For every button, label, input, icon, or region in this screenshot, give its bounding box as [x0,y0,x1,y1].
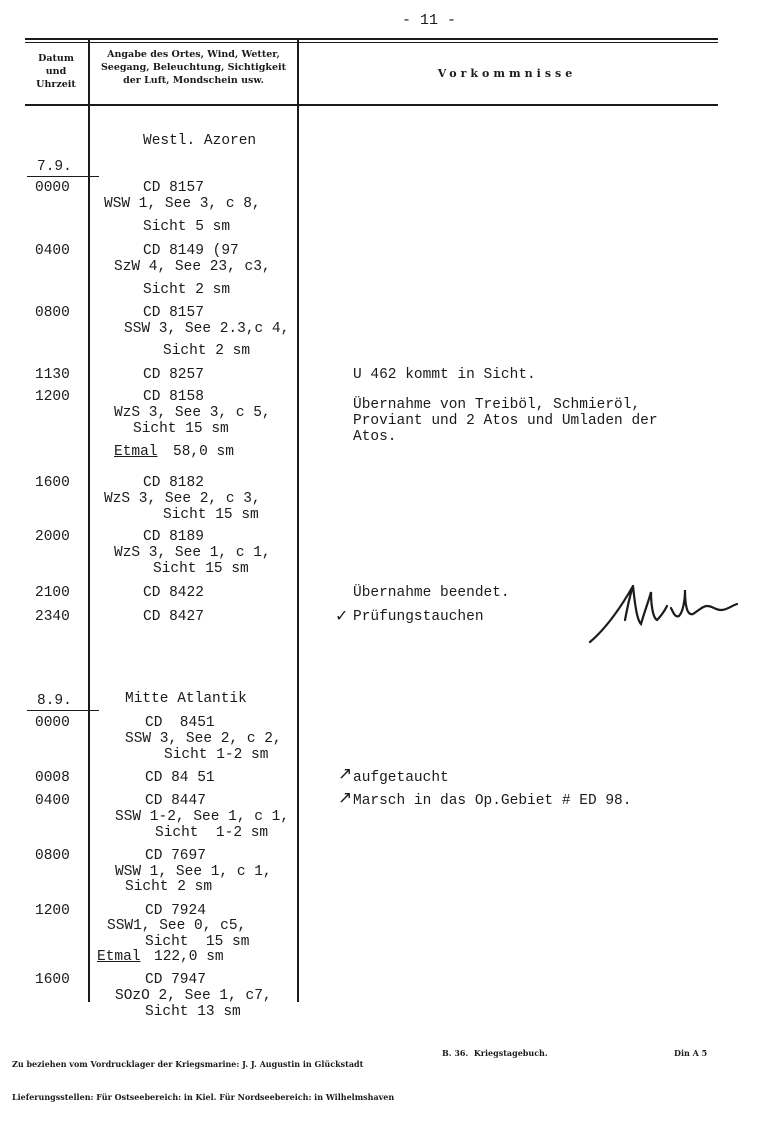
time-0008: 0008 [35,770,70,786]
event-text: Übernahme von Treiböl, Schmieröl, Proviant und 2 Atos und Umladen der Atos. [353,397,658,445]
location-label: Westl. Azoren [143,133,257,149]
time-1200: 1200 [35,389,70,405]
location-label: Mitte Atlantik [125,691,247,707]
weather: SSW1, See 0, c5, [107,918,247,934]
weather: SSW 1-2, See 1, c 1, [115,809,290,825]
position: CD 8182 [143,475,204,491]
weather: WSW 1, See 1, c 1, [115,864,272,880]
visibility: Sicht 5 sm [143,219,231,235]
weather: WSW 1, See 3, c 8, [104,196,261,212]
visibility: Sicht 15 sm [145,934,250,950]
visibility: Sicht 2 sm [125,879,213,895]
time-1130: 1130 [35,367,70,383]
etmal-label: Etmal [97,949,141,965]
header-col3-text: Vorkommnisse [437,67,577,80]
header-col2-text: Angabe des Ortes, Wind, Wetter, Seegang, Beleuchtung, Sichtigkeit der Luft, Mondschein usw. [100,49,287,86]
arrow-mark-icon: ↗ [338,788,353,808]
etmal-value: 122,0 sm [154,949,224,965]
position: CD 7924 [145,903,206,919]
etmal-label: Etmal [114,444,158,460]
position: CD 8427 [143,609,204,625]
time-2000: 2000 [35,529,70,545]
position: CD 8447 [145,793,206,809]
time-1600: 1600 [35,972,70,988]
position: CD 7697 [145,848,206,864]
checkmark-icon: ✓ [335,606,349,625]
position: CD 8451 [145,715,215,731]
header-top-rule-2 [25,42,718,43]
footer-din: Din A 5 [674,1048,708,1058]
date-underline [27,176,99,177]
time-2340: 2340 [35,609,70,625]
header-location-weather [92,48,295,87]
position: CD 8158 [143,389,204,405]
arrow-mark-icon: ↗ [338,764,353,784]
visibility: Sicht 2 sm [143,282,231,298]
time-0400: 0400 [35,243,70,259]
time-2100: 2100 [35,585,70,601]
time-1600: 1600 [35,475,70,491]
position: CD 7947 [145,972,206,988]
weather: SSW 3, See 2, c 2, [125,731,282,747]
position: CD 8257 [143,367,204,383]
date-label: 7.9. [37,159,72,175]
time-0800: 0800 [35,848,70,864]
footer-line-2: Lieferungsstellen: Für Ostseebereich: in Kiel. Für Nordseebereich: in Wilhelmshaven [12,1092,395,1102]
visibility: Sicht 15 sm [133,421,229,437]
event-text: U 462 kommt in Sicht. [353,367,536,383]
header-date-time [28,52,84,91]
visibility: Sicht 15 sm [153,561,249,577]
footer-form-number: B. 36. Kriegstagebuch. [442,1048,548,1058]
event-text: Prüfungstauchen [353,609,484,625]
visibility: Sicht 1-2 sm [164,747,269,763]
visibility: Sicht 13 sm [145,1004,241,1020]
position: CD 84 51 [145,770,215,786]
visibility: Sicht 1-2 sm [155,825,269,841]
weather: WzS 3, See 1, c 1, [114,545,271,561]
visibility: Sicht 15 sm [163,507,259,523]
time-0000: 0000 [35,180,70,196]
column-divider-1 [88,40,90,1002]
weather: WzS 3, See 3, c 5, [114,405,271,421]
header-top-rule [25,38,718,40]
date-label: 8.9. [37,693,72,709]
header-col1-text: Datum und Uhrzeit [36,53,76,90]
footer-line-1: Zu beziehen vom Vordrucklager der Kriegsmarine: J. J. Augustin in Glückstadt [12,1059,364,1069]
weather: WzS 3, See 2, c 3, [104,491,261,507]
time-0800: 0800 [35,305,70,321]
header-events [300,67,714,80]
event-text: aufgetaucht [353,770,449,786]
weather: SSW 3, See 2.3,c 4, [124,321,290,337]
time-0000: 0000 [35,715,70,731]
visibility: Sicht 2 sm [163,343,251,359]
position: CD 8157 [143,305,204,321]
header-bottom-rule [25,104,718,106]
event-text: Übernahme beendet. [353,585,510,601]
position: CD 8189 [143,529,204,545]
page-number: - 11 - [402,12,457,29]
date-underline [27,710,99,711]
event-text: Marsch in das Op.Gebiet # ED 98. [353,793,632,809]
time-0400: 0400 [35,793,70,809]
weather: SOzO 2, See 1, c7, [115,988,272,1004]
position: CD 8157 [143,180,204,196]
position: CD 8422 [143,585,204,601]
time-1200: 1200 [35,903,70,919]
weather: SzW 4, See 23, c3, [114,259,271,275]
signature-mark [585,580,745,650]
position: CD 8149 (97 [143,243,239,259]
etmal-value: 58,0 sm [173,444,234,460]
footer-publisher [12,1037,394,1125]
column-divider-2 [297,40,299,1002]
